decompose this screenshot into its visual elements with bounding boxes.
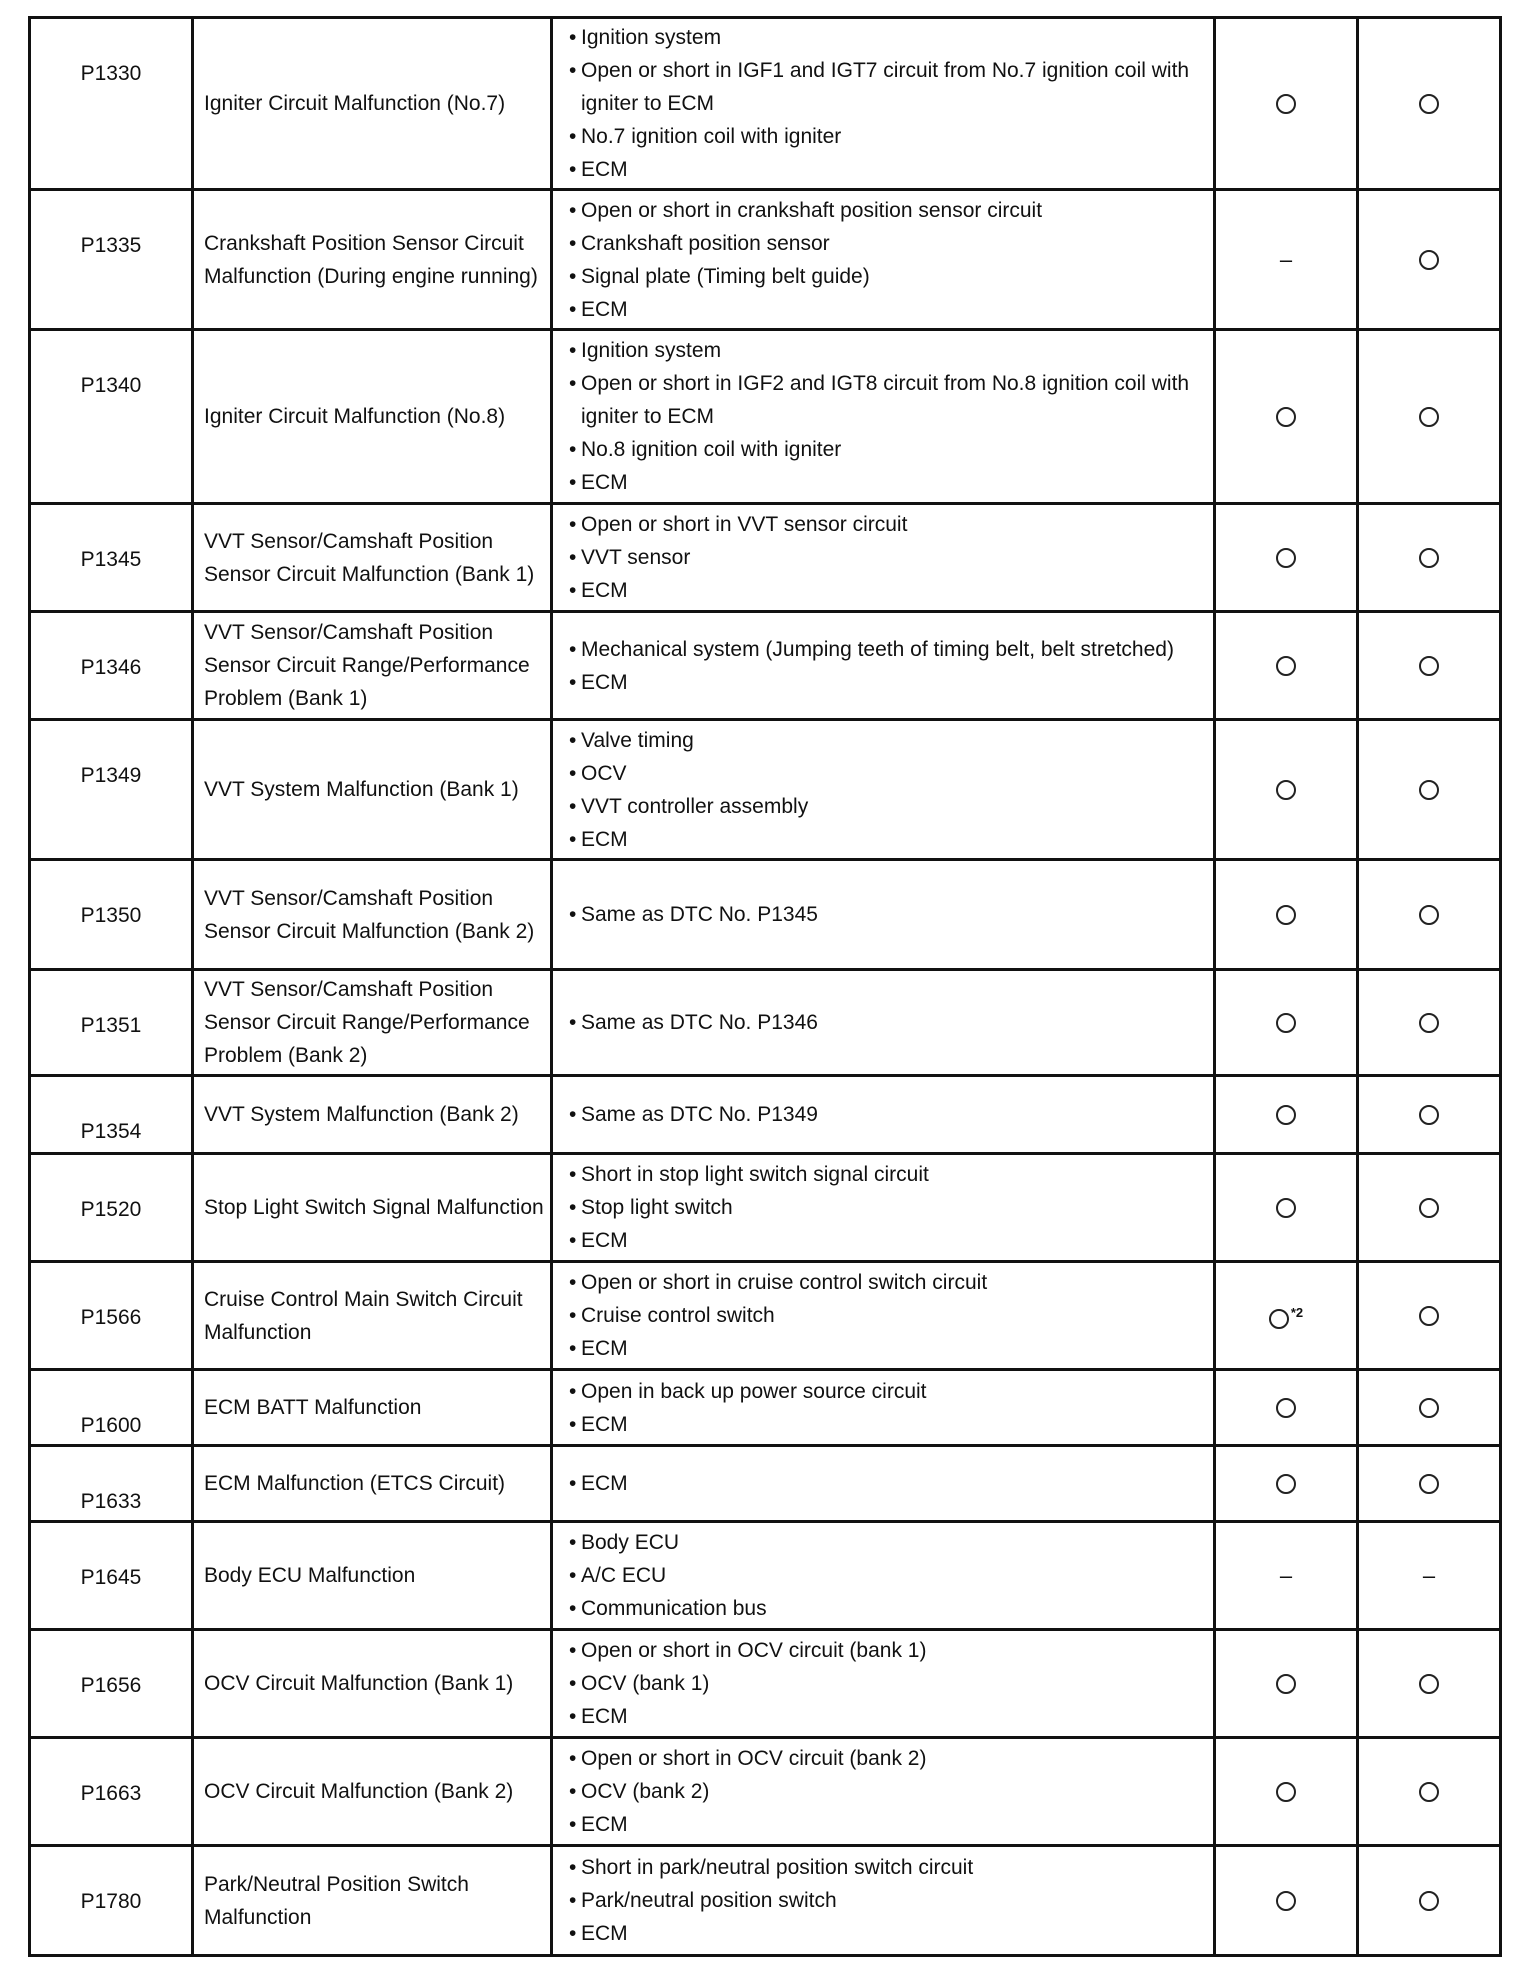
trouble-area-cell xyxy=(552,1262,1215,1370)
table-row xyxy=(30,330,1501,504)
mil-circle-icon xyxy=(1276,1105,1296,1125)
mil-cell xyxy=(1215,330,1358,504)
mil-cell xyxy=(1215,190,1358,330)
trouble-area-item: • Stop light switch xyxy=(561,1191,1205,1224)
table-row xyxy=(30,1446,1501,1522)
memory-circle-icon xyxy=(1419,94,1439,114)
trouble-area-item: • ECM xyxy=(561,574,1205,607)
trouble-area-item: • Short in stop light switch signal circuit xyxy=(561,1158,1205,1191)
table-row xyxy=(30,720,1501,860)
trouble-area-item: • ECM xyxy=(561,1467,1205,1500)
trouble-area-item: • Same as DTC No. P1349 xyxy=(561,1098,1205,1131)
memory-circle-icon xyxy=(1419,905,1439,925)
trouble-area-cell xyxy=(552,1522,1215,1630)
trouble-area-item: • Crankshaft position sensor xyxy=(561,227,1205,260)
mil-cell xyxy=(1215,18,1358,190)
trouble-area-item: • OCV (bank 2) xyxy=(561,1775,1205,1808)
mil-cell xyxy=(1215,1370,1358,1446)
mil-cell xyxy=(1215,612,1358,720)
table-row xyxy=(30,970,1501,1076)
trouble-area-cell xyxy=(552,1370,1215,1446)
mil-cell xyxy=(1215,1076,1358,1154)
mil-circle-icon xyxy=(1276,1674,1296,1694)
dtc-code-cell: P1645 xyxy=(30,1522,193,1630)
trouble-area-item: • Short in park/neutral position switch circuit xyxy=(561,1851,1205,1884)
table-row xyxy=(30,504,1501,612)
detection-item-cell: Park/Neutral Position Switch Malfunction xyxy=(193,1846,552,1956)
memory-circle-icon xyxy=(1419,1105,1439,1125)
memory-circle-icon xyxy=(1419,1474,1439,1494)
trouble-area-item: • Valve timing xyxy=(561,724,1205,757)
memory-cell xyxy=(1358,970,1501,1076)
detection-item-cell: VVT Sensor/Camshaft Position Sensor Circuit Malfunction (Bank 1) xyxy=(193,504,552,612)
dtc-code-cell: P1656 xyxy=(30,1630,193,1738)
memory-circle-icon xyxy=(1419,1891,1439,1911)
trouble-area-item: • ECM xyxy=(561,1408,1205,1441)
mil-circle-icon xyxy=(1276,905,1296,925)
dtc-code-cell: P1346 xyxy=(30,612,193,720)
memory-cell xyxy=(1358,504,1501,612)
table-row xyxy=(30,612,1501,720)
mil-cell xyxy=(1215,720,1358,860)
trouble-area-item: • Park/neutral position switch xyxy=(561,1884,1205,1917)
table-row xyxy=(30,1370,1501,1446)
mil-cell xyxy=(1215,1738,1358,1846)
mil-cell xyxy=(1215,1446,1358,1522)
mil-circle-icon xyxy=(1276,1782,1296,1802)
dtc-code-cell: P1351 xyxy=(30,970,193,1076)
trouble-area-item: • Cruise control switch xyxy=(561,1299,1205,1332)
trouble-area-item: • Mechanical system (Jumping teeth of timing belt, belt stretched) xyxy=(561,633,1205,666)
dtc-code-cell: P1663 xyxy=(30,1738,193,1846)
memory-circle-icon xyxy=(1419,1674,1439,1694)
mil-cell xyxy=(1215,860,1358,970)
trouble-area-item: • Ignition system xyxy=(561,21,1205,54)
mil-dash: – xyxy=(1279,1562,1293,1588)
memory-circle-icon xyxy=(1419,1782,1439,1802)
dtc-code-cell: P1335 xyxy=(30,190,193,330)
memory-circle-icon xyxy=(1419,1306,1439,1326)
memory-cell xyxy=(1358,1154,1501,1262)
mil-circle-icon xyxy=(1276,780,1296,800)
detection-item-cell: Stop Light Switch Signal Malfunction xyxy=(193,1154,552,1262)
table-row xyxy=(30,18,1501,190)
table-row xyxy=(30,1154,1501,1262)
mil-cell xyxy=(1215,1262,1358,1370)
trouble-area-item: • Same as DTC No. P1346 xyxy=(561,1006,1205,1039)
trouble-area-item: • ECM xyxy=(561,1700,1205,1733)
trouble-area-item: • Open or short in OCV circuit (bank 1) xyxy=(561,1634,1205,1667)
trouble-area-item: • A/C ECU xyxy=(561,1559,1205,1592)
trouble-area-item: • Open or short in IGF1 and IGT7 circuit from No.7 ignition coil with igniter to ECM xyxy=(561,54,1205,120)
memory-cell xyxy=(1358,1262,1501,1370)
trouble-area-cell xyxy=(552,504,1215,612)
trouble-area-item: • OCV xyxy=(561,757,1205,790)
mil-cell xyxy=(1215,1846,1358,1956)
mil-circle-icon xyxy=(1276,94,1296,114)
trouble-area-item: • ECM xyxy=(561,153,1205,186)
table-row xyxy=(30,1076,1501,1154)
mil-circle-icon xyxy=(1276,1198,1296,1218)
table-row xyxy=(30,860,1501,970)
memory-circle-icon xyxy=(1419,1013,1439,1033)
mil-cell xyxy=(1215,504,1358,612)
table-row xyxy=(30,190,1501,330)
mil-cell xyxy=(1215,1630,1358,1738)
trouble-area-cell xyxy=(552,612,1215,720)
mil-circle-icon xyxy=(1276,656,1296,676)
trouble-area-item: • Same as DTC No. P1345 xyxy=(561,898,1205,931)
dtc-code-cell: P1520 xyxy=(30,1154,193,1262)
memory-circle-icon xyxy=(1419,780,1439,800)
trouble-area-item: • No.8 ignition coil with igniter xyxy=(561,433,1205,466)
memory-cell xyxy=(1358,720,1501,860)
trouble-area-cell xyxy=(552,1076,1215,1154)
detection-item-cell: Igniter Circuit Malfunction (No.7) xyxy=(193,18,552,190)
dtc-code-cell: P1600 xyxy=(30,1370,193,1446)
mil-cell xyxy=(1215,1154,1358,1262)
dtc-code-cell: P1330 xyxy=(30,18,193,190)
trouble-area-item: • ECM xyxy=(561,1917,1205,1950)
table-row xyxy=(30,1262,1501,1370)
trouble-area-cell xyxy=(552,1154,1215,1262)
trouble-area-cell xyxy=(552,1846,1215,1956)
trouble-area-item: • ECM xyxy=(561,1224,1205,1257)
detection-item-cell: OCV Circuit Malfunction (Bank 1) xyxy=(193,1630,552,1738)
table-row xyxy=(30,1846,1501,1956)
trouble-area-item: • ECM xyxy=(561,1332,1205,1365)
mil-note: *2 xyxy=(1290,1305,1304,1320)
detection-item-cell: ECM Malfunction (ETCS Circuit) xyxy=(193,1446,552,1522)
memory-cell xyxy=(1358,612,1501,720)
memory-cell xyxy=(1358,1370,1501,1446)
trouble-area-item: • Open or short in IGF2 and IGT8 circuit from No.8 ignition coil with igniter to ECM xyxy=(561,367,1205,433)
memory-cell xyxy=(1358,860,1501,970)
trouble-area-cell xyxy=(552,1630,1215,1738)
detection-item-cell: VVT Sensor/Camshaft Position Sensor Circuit Range/Performance Problem (Bank 2) xyxy=(193,970,552,1076)
dtc-code-cell: P1633 xyxy=(30,1446,193,1522)
trouble-area-item: • Open or short in VVT sensor circuit xyxy=(561,508,1205,541)
trouble-area-cell xyxy=(552,720,1215,860)
trouble-area-cell xyxy=(552,1738,1215,1846)
trouble-area-cell xyxy=(552,970,1215,1076)
detection-item-cell: VVT System Malfunction (Bank 2) xyxy=(193,1076,552,1154)
trouble-area-cell xyxy=(552,190,1215,330)
trouble-area-item: • Open in back up power source circuit xyxy=(561,1375,1205,1408)
trouble-area-item: • ECM xyxy=(561,466,1205,499)
dtc-code-cell: P1340 xyxy=(30,330,193,504)
detection-item-cell: VVT System Malfunction (Bank 1) xyxy=(193,720,552,860)
memory-cell xyxy=(1358,1076,1501,1154)
trouble-area-item: • Ignition system xyxy=(561,334,1205,367)
memory-cell xyxy=(1358,330,1501,504)
mil-cell xyxy=(1215,1522,1358,1630)
memory-cell xyxy=(1358,190,1501,330)
trouble-area-item: • Open or short in OCV circuit (bank 2) xyxy=(561,1742,1205,1775)
detection-item-cell: Cruise Control Main Switch Circuit Malfunction xyxy=(193,1262,552,1370)
memory-cell xyxy=(1358,18,1501,190)
dtc-table xyxy=(28,16,1502,1957)
mil-circle-icon xyxy=(1276,548,1296,568)
detection-item-cell: Crankshaft Position Sensor Circuit Malfunction (During engine running) xyxy=(193,190,552,330)
trouble-area-item: • ECM xyxy=(561,666,1205,699)
trouble-area-cell xyxy=(552,330,1215,504)
detection-item-cell: VVT Sensor/Camshaft Position Sensor Circuit Range/Performance Problem (Bank 1) xyxy=(193,612,552,720)
mil-cell xyxy=(1215,970,1358,1076)
mil-circle-icon xyxy=(1276,1013,1296,1033)
memory-cell xyxy=(1358,1630,1501,1738)
memory-circle-icon xyxy=(1419,1198,1439,1218)
mil-dash: – xyxy=(1279,246,1293,272)
trouble-area-item: • Open or short in cruise control switch circuit xyxy=(561,1266,1205,1299)
mil-circle-icon xyxy=(1276,1891,1296,1911)
table-row xyxy=(30,1630,1501,1738)
trouble-area-item: • Signal plate (Timing belt guide) xyxy=(561,260,1205,293)
memory-cell xyxy=(1358,1738,1501,1846)
detection-item-cell: VVT Sensor/Camshaft Position Sensor Circuit Malfunction (Bank 2) xyxy=(193,860,552,970)
trouble-area-item: • ECM xyxy=(561,823,1205,856)
trouble-area-item: • OCV (bank 1) xyxy=(561,1667,1205,1700)
trouble-area-cell xyxy=(552,860,1215,970)
trouble-area-item: • VVT controller assembly xyxy=(561,790,1205,823)
memory-circle-icon xyxy=(1419,548,1439,568)
trouble-area-item: • ECM xyxy=(561,293,1205,326)
dtc-code-cell: P1345 xyxy=(30,504,193,612)
memory-dash: – xyxy=(1422,1562,1436,1588)
trouble-area-item: • Body ECU xyxy=(561,1526,1205,1559)
trouble-area-item: • Communication bus xyxy=(561,1592,1205,1625)
dtc-code-cell: P1566 xyxy=(30,1262,193,1370)
table-row xyxy=(30,1522,1501,1630)
mil-circle-icon xyxy=(1269,1309,1289,1329)
dtc-code-cell: P1780 xyxy=(30,1846,193,1956)
detection-item-cell: Igniter Circuit Malfunction (No.8) xyxy=(193,330,552,504)
trouble-area-cell xyxy=(552,1446,1215,1522)
memory-circle-icon xyxy=(1419,250,1439,270)
dtc-table-body xyxy=(30,18,1501,1956)
trouble-area-item: • No.7 ignition coil with igniter xyxy=(561,120,1205,153)
trouble-area-item: • VVT sensor xyxy=(561,541,1205,574)
memory-cell xyxy=(1358,1846,1501,1956)
memory-circle-icon xyxy=(1419,407,1439,427)
detection-item-cell: OCV Circuit Malfunction (Bank 2) xyxy=(193,1738,552,1846)
mil-circle-icon xyxy=(1276,1474,1296,1494)
trouble-area-cell xyxy=(552,18,1215,190)
dtc-code-cell: P1350 xyxy=(30,860,193,970)
mil-circle-icon xyxy=(1276,407,1296,427)
trouble-area-item: • Open or short in crankshaft position sensor circuit xyxy=(561,194,1205,227)
detection-item-cell: Body ECU Malfunction xyxy=(193,1522,552,1630)
mil-circle-icon xyxy=(1276,1398,1296,1418)
dtc-code-cell: P1354 xyxy=(30,1076,193,1154)
memory-circle-icon xyxy=(1419,656,1439,676)
memory-circle-icon xyxy=(1419,1398,1439,1418)
detection-item-cell: ECM BATT Malfunction xyxy=(193,1370,552,1446)
table-row xyxy=(30,1738,1501,1846)
dtc-code-cell: P1349 xyxy=(30,720,193,860)
memory-cell xyxy=(1358,1446,1501,1522)
trouble-area-item: • ECM xyxy=(561,1808,1205,1841)
memory-cell xyxy=(1358,1522,1501,1630)
